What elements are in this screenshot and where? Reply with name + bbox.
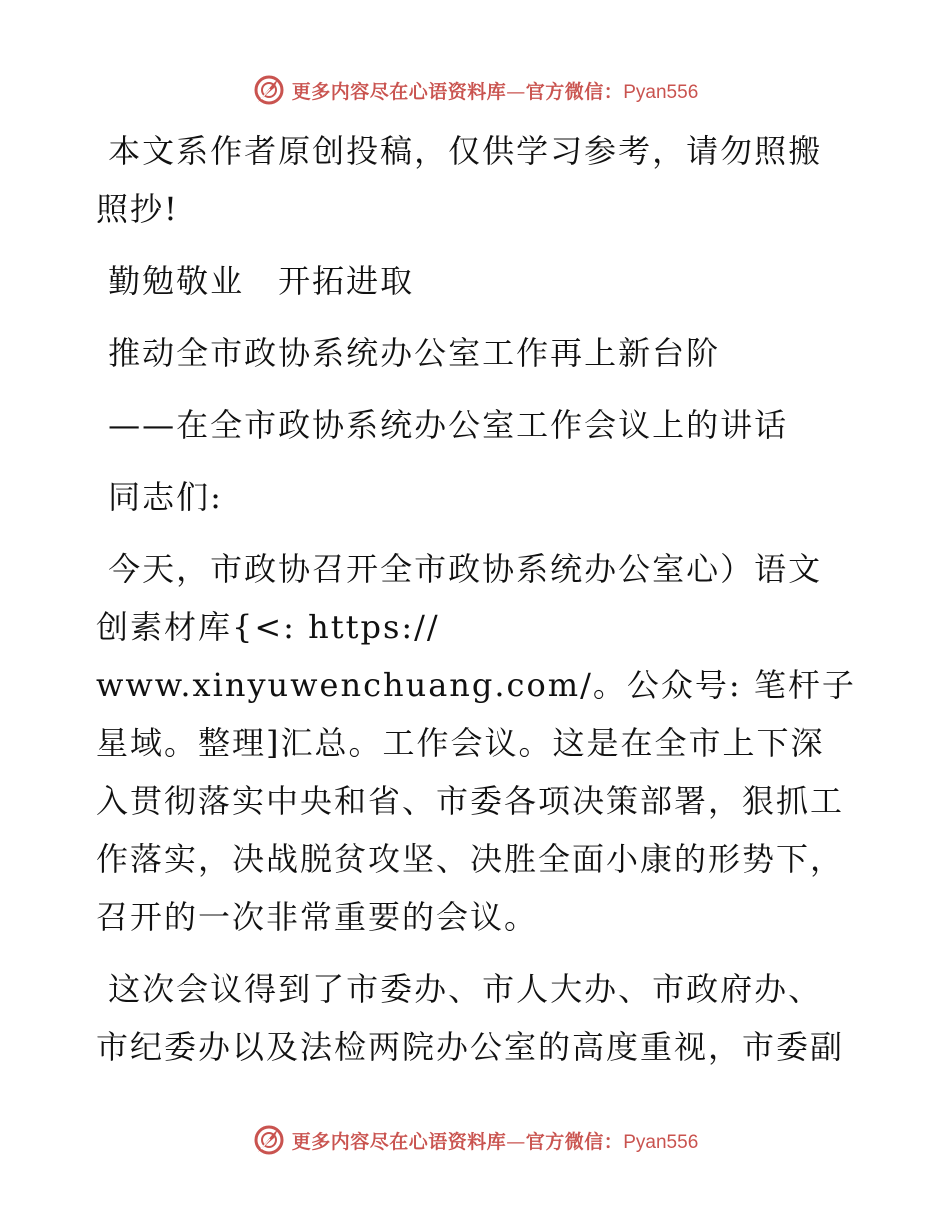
banner-dash: — [506, 80, 526, 103]
banner-text [292, 77, 699, 104]
banner-wechat-label: 官方微信： [525, 1130, 624, 1153]
speech-subtitle: ——在全市政协系统办公室工作会议上的讲话 [96, 406, 789, 444]
banner-wechat-id: Pyan556 [623, 81, 699, 103]
banner-wechat-label: 官方微信： [525, 80, 624, 103]
quill-logo-icon [252, 1123, 286, 1157]
footer-banner [0, 1120, 950, 1160]
body-paragraph-2: 这次会议得到了市委办、市人大办、市政府办、市纪委办以及法检两院办公室的高度重视，市委副 [96, 970, 845, 1066]
document-body [96, 122, 856, 1076]
quill-logo-icon [252, 73, 286, 107]
disclaimer-paragraph: 本文系作者原创投稿，仅供学习参考，请勿照搬照抄! [96, 132, 823, 228]
header-banner [0, 70, 950, 110]
banner-text [292, 1127, 699, 1154]
banner-site-name: 更多内容尽在心语资料库 [291, 80, 507, 103]
banner-site-name: 更多内容尽在心语资料库 [291, 1130, 507, 1153]
salutation: 同志们: [96, 478, 223, 516]
body-paragraph-1: 今天，市政协召开全市政协系统办公室心）语文创素材库{<: https:// www.xinyuwenchuang.com/。公众号: 笔杆子星域。整理]汇总。工作会议。这是在全市上下深入贯彻落实中央和省、市委各项决策部署，狠抓工作落实，决战脱贫攻坚、决胜全面小康的形势下，召开的一次非常重要的会议。 [96, 550, 856, 936]
banner-dash: — [506, 1130, 526, 1153]
banner-wechat-id: Pyan556 [623, 1131, 699, 1153]
speech-title: 推动全市政协系统办公室工作再上新台阶 [96, 334, 721, 372]
motto-heading: 勤勉敬业 开拓进取 [96, 262, 415, 300]
